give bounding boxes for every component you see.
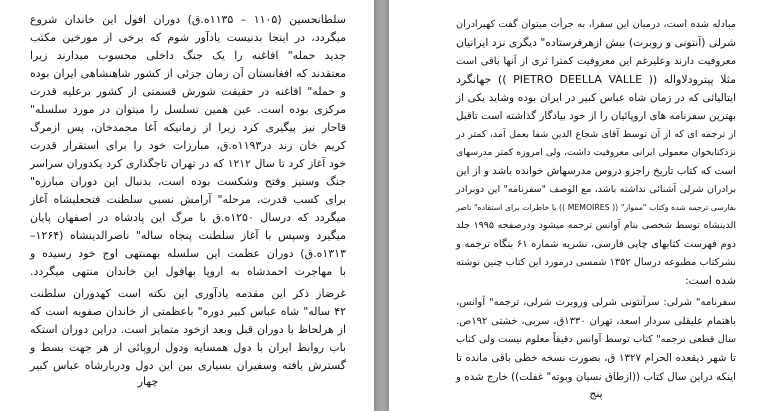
text-line: است که کتاب تاریخ راجزو دروس مدرسهاش خوانده باشد و از این: [456, 165, 736, 178]
text-line: ۴۲ ساله" شاه عباس کبیر دوره" باعظمتی از خاندان صفویه است که: [30, 305, 346, 318]
text-line: نزدکتابخوان معمولی ایرانی معروفیت داشت، ولی امروزه کمتر مدرسهای: [456, 147, 736, 159]
paragraph: [456, 294, 736, 385]
text-line: میگیرد وسپس با آغاز سلطنت پنجاه ساله" ناصرالدینشاه (۱۲۶۴–: [30, 229, 346, 242]
text-line: تا شهر ذیقعده الحرام ۱۳۲۷ ق، بصورت نسخه خطی باقی مانده تا: [456, 352, 736, 365]
text-line: سال قطعی ترجمه" کتاب توسط آوانس دقیقاً معلوم نیست ولی کتاب: [456, 334, 736, 346]
text-line: از هرلحاظ با دوران قبل وبعد ازخود متمایز است. دراین دوران استکه: [30, 323, 346, 336]
page-left: [0, 0, 374, 411]
page-right: [389, 0, 768, 411]
text-line: اینکه دراین سال کتاب ((ازطاق نسیان وبوته" غفلت)) خارج شده و: [456, 370, 736, 383]
text-line: معتقدند که افغانستان آن زمان جزئی از کشور شاهنشاهی ایران بوده: [30, 67, 346, 80]
text-line: میگردد، در اینجا بدنیست یادآور شوم که برخی از مورخین مکتب: [30, 31, 346, 44]
text-line: جدید حمله" افاغنه را یک جنگ داخلی محسوب میدارند زیرا: [30, 49, 346, 62]
text-line: جنگ وستیز وفتح وشکست بوده است، بدنبال این دوران مبارزه": [30, 175, 346, 188]
page-number: چهار: [137, 375, 159, 388]
page-gutter: [374, 0, 389, 411]
paragraph: [456, 16, 736, 290]
text-line: از ترجمه ای که از آن توسط آقای شجاع الدین شفا بعمل آمد، کمتر در: [456, 128, 736, 140]
text-line: سفرنامه" شرلی: سرآنتونی شرلی وروبرت شرلی، ترجمه" آوانس،: [456, 297, 736, 309]
text-line: باب روابط ایران با دول همسایه ودول اروپائی از هر جهت بسط و: [30, 341, 346, 354]
text-line: میگردد که درسال ۱۲۵۰ه.ق با مرگ این پادشاه در اصفهان پایان: [30, 211, 346, 224]
text-line: کریم خان زند در۱۱۹۳ه.ق، مبارزات خود را برای استقرار قدرت: [30, 139, 347, 152]
page-number: پنج: [589, 387, 603, 400]
text-line: معروفیت دارند وعلیرغم این معروفیت کمترا ثری از آنها باقی است: [456, 55, 736, 67]
text-line: دوم فهرست کتابهای چاپی فارسی، نشریه شماره ۶۱ بنگاه ترجمه و: [456, 238, 736, 250]
text-line: بهترین سفرنامه های اروپائیان را از خود بیادگار گذاشته است تاقبل: [456, 110, 736, 123]
text-line: قاجار نیز پیگیری کرد زیرا از زمانیکه آغا محمدخان، پس ازمرگ: [30, 121, 346, 134]
text-line: و حمله" افاغنه در حقیقت شورش قسمتی از کشور برعلیه قدرت: [30, 85, 346, 98]
text-line: مثلا پیترودلاواله (( PIETRO DEELLA VALLE )) جهانگرد: [456, 72, 737, 86]
paragraph: [30, 11, 346, 281]
paragraph: [30, 285, 346, 375]
text-line: نشرکتاب مطبوعه درسال ۱۳۵۲ شمسی درمورد این کتاب چنین نوشته: [456, 256, 737, 268]
text-line: مبادله شده است، درمیان این سفرا، به جرأت میتوان گفت کهبرادران: [456, 19, 736, 30]
page-text: [456, 16, 736, 386]
text-line: شده است:: [684, 274, 736, 288]
text-line: با مهاجرت احمدشاه به اروپا بهافول این خاندان منتهی میگردد.: [30, 265, 346, 278]
text-line: ایتالیائی که در زمان شاه عباس کبیر در ایران بوده وشاید یکی از: [456, 92, 736, 105]
text-line: باهتمام علیقلی سردار اسعد، تهران ۱۳۳۰ق، سربی، خشتی ۱۹۲ص.: [456, 315, 736, 327]
page-text: [30, 11, 346, 375]
text-line: ۱۳۱۳ه.ق) دوران عظمت این سلسله بهمنتهی اوج خود رسیده و: [30, 247, 346, 260]
text-line: غرضاز ذکر این مقدمه یادآوری این نکته است کهدوران سلطنت: [30, 287, 346, 300]
text-line: برای کسب قدرت، مرحله" آرامش نسبی سلطنت فتحعلیشاه آغاز: [30, 193, 346, 206]
text-line: گسترش یافته وسفیران بسیاری بین این دول ودربارشاه عباس کبیر: [30, 359, 346, 372]
text-line: بفارسی ترجمه شده وکتاب "مموار" (( MEMOIRES )) یا خاطرات برای استفاده" ناصر: [456, 202, 736, 212]
text-line: برادران شرلی آشنائی نداشته باشد، مع الوصف "سفرنامه" این دوبرادر: [456, 183, 736, 195]
text-line: سلطانحسین (۱۱۰۵ – ۱۱۳۵ه.ق) دوران افول این خاندان شروع: [30, 13, 346, 26]
text-line: خود آغاز کرد تا سال ۱۲۱۲ که در تهران تاجگذاری کرد یکدوران سراسر: [30, 157, 346, 170]
text-line: الدینشاه توسط شخصی بنام آوانس ترجمه میشود ودرصفحه ۱۹۹۵ جلد: [456, 220, 737, 232]
text-line: شرلی (آنتونی و روبرت) بیش ازهرفرستاده" دیگری نزد ایرانیان: [456, 36, 736, 50]
text-line: مرکزی بوده است. عین همین تسلسل را میتوان در مورد سلسله": [30, 103, 346, 116]
